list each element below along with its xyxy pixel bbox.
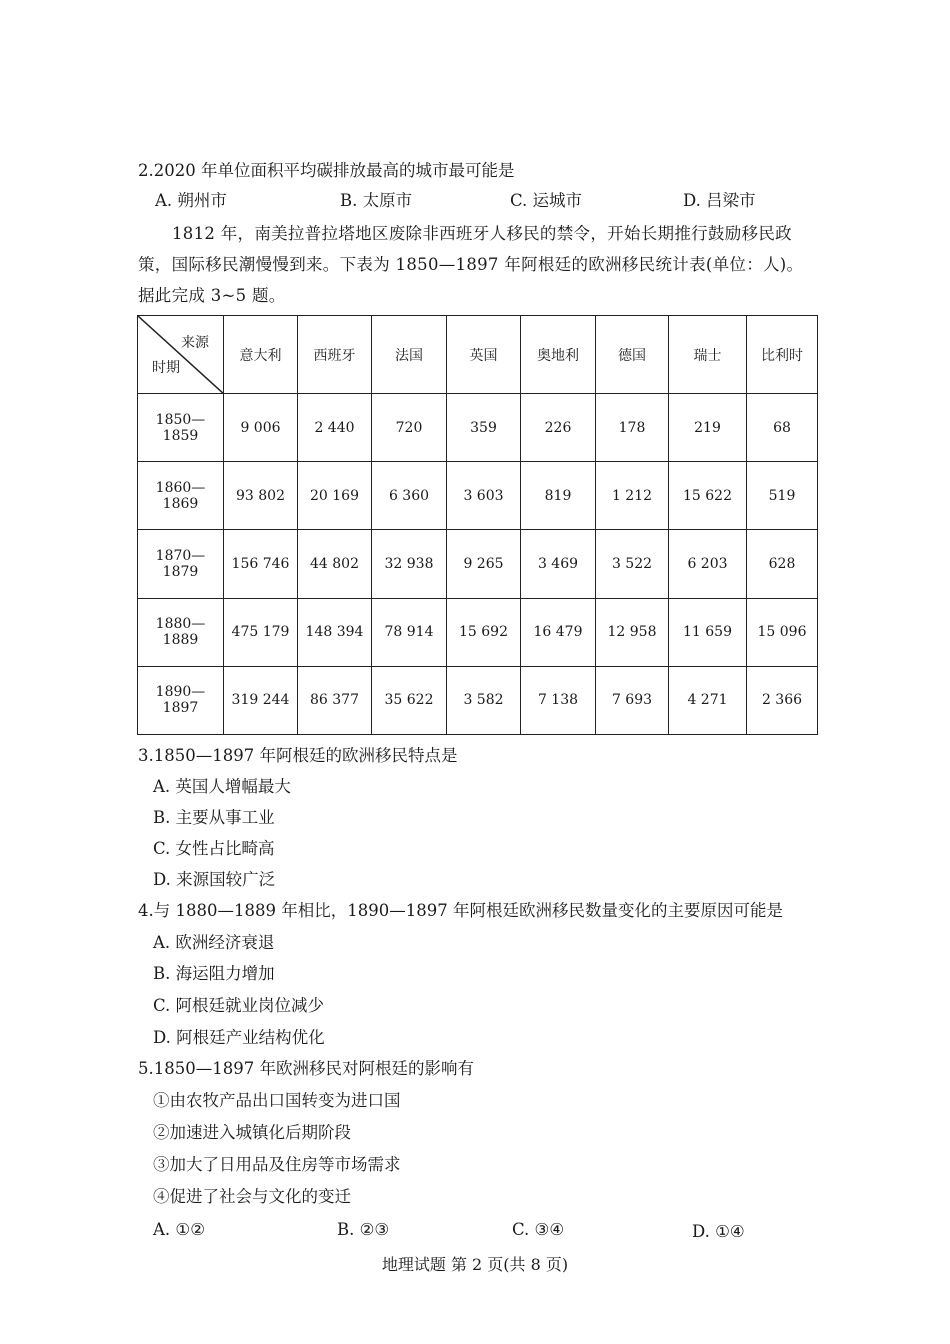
table-cell: 68 <box>747 394 818 462</box>
table-cell: 628 <box>747 530 818 598</box>
column-header: 法国 <box>372 316 447 394</box>
table-cell: 9 265 <box>447 530 521 598</box>
q4-option-d: D. 阿根廷产业结构优化 <box>153 1028 325 1047</box>
column-header: 奥地利 <box>521 316 596 394</box>
q5-stem: 5.1850—1897 年欧洲移民对阿根廷的影响有 <box>138 1059 474 1078</box>
table-cell: 7 138 <box>521 666 596 734</box>
table-cell: 2 366 <box>747 666 818 734</box>
table-corner-cell <box>138 316 224 394</box>
column-header: 西班牙 <box>298 316 372 394</box>
table-header-row <box>138 316 818 394</box>
row-period: 1880—1889 <box>138 598 224 666</box>
column-header: 英国 <box>447 316 521 394</box>
table-cell: 78 914 <box>372 598 447 666</box>
corner-label-period: 时期 <box>152 360 180 377</box>
table-cell: 86 377 <box>298 666 372 734</box>
table-cell: 226 <box>521 394 596 462</box>
row-period: 1890—1897 <box>138 666 224 734</box>
table-cell: 519 <box>747 462 818 530</box>
column-header: 瑞士 <box>669 316 747 394</box>
table-cell: 15 622 <box>669 462 747 530</box>
q5-option-a: A. ①② <box>153 1220 205 1239</box>
table-cell: 16 479 <box>521 598 596 666</box>
q5-statement-4: ④促进了社会与文化的变迁 <box>153 1187 351 1206</box>
q5-statement-1: ①由农牧产品出口国转变为进口国 <box>153 1091 401 1110</box>
q4-option-a: A. 欧洲经济衰退 <box>153 933 275 952</box>
row-period: 1850—1859 <box>138 394 224 462</box>
q5-option-b: B. ②③ <box>337 1220 390 1239</box>
row-period: 1870—1879 <box>138 530 224 598</box>
table-cell: 15 692 <box>447 598 521 666</box>
table-cell: 178 <box>596 394 669 462</box>
table-cell: 475 179 <box>224 598 298 666</box>
row-period: 1860—1869 <box>138 462 224 530</box>
table-cell: 6 360 <box>372 462 447 530</box>
table-row <box>138 394 818 462</box>
table-cell: 7 693 <box>596 666 669 734</box>
q5-option-d: D. ①④ <box>692 1222 745 1241</box>
diagonal-line <box>138 316 223 393</box>
table-row <box>138 462 818 530</box>
table-cell: 11 659 <box>669 598 747 666</box>
table-cell: 1 212 <box>596 462 669 530</box>
table-cell: 2 440 <box>298 394 372 462</box>
corner-label-source: 来源 <box>181 335 209 351</box>
q2-option-b: B. 太原市 <box>340 191 413 210</box>
q2-stem: 2.2020 年单位面积平均碳排放最高的城市最可能是 <box>138 161 515 180</box>
q3-option-c: C. 女性占比畸高 <box>153 839 275 858</box>
table-cell: 148 394 <box>298 598 372 666</box>
table-cell: 3 582 <box>447 666 521 734</box>
table-cell: 3 469 <box>521 530 596 598</box>
table-cell: 720 <box>372 394 447 462</box>
table-cell: 319 244 <box>224 666 298 734</box>
table-cell: 9 006 <box>224 394 298 462</box>
q4-option-b: B. 海运阻力增加 <box>153 964 275 983</box>
table-cell: 12 958 <box>596 598 669 666</box>
q3-option-b: B. 主要从事工业 <box>153 808 275 827</box>
intro-text: 1812 年，南美拉普拉塔地区废除非西班牙人移民的禁令，开始长期推行鼓励移民政策，国际移民潮慢慢到来。下表为 1850—1897 年阿根廷的欧洲移民统计表(单位：人)。据此完成 3~5 题。 <box>138 224 804 305</box>
q3-option-d: D. 来源国较广泛 <box>153 870 276 889</box>
q2-option-a: A. 朔州市 <box>155 191 227 210</box>
table-cell: 219 <box>669 394 747 462</box>
table-cell: 4 271 <box>669 666 747 734</box>
table-row <box>138 530 818 598</box>
q2-option-c: C. 运城市 <box>510 191 583 210</box>
table-cell: 156 746 <box>224 530 298 598</box>
table-cell: 3 522 <box>596 530 669 598</box>
q3-stem: 3.1850—1897 年阿根廷的欧洲移民特点是 <box>138 746 458 765</box>
q4-option-c: C. 阿根廷就业岗位减少 <box>153 996 325 1015</box>
column-header: 意大利 <box>224 316 298 394</box>
q5-option-c: C. ③④ <box>512 1220 565 1239</box>
q3-option-a: A. 英国人增幅最大 <box>153 777 291 796</box>
immigration-table <box>137 315 818 735</box>
q5-statement-2: ②加速进入城镇化后期阶段 <box>153 1123 351 1142</box>
table-cell: 32 938 <box>372 530 447 598</box>
q5-statement-3: ③加大了日用品及住房等市场需求 <box>153 1155 401 1174</box>
page-footer: 地理试题 第 2 页(共 8 页) <box>381 1255 569 1274</box>
column-header: 比利时 <box>747 316 818 394</box>
table-cell: 20 169 <box>298 462 372 530</box>
table-cell: 819 <box>521 462 596 530</box>
table-cell: 15 096 <box>747 598 818 666</box>
intro-paragraph <box>138 218 818 311</box>
table-cell: 35 622 <box>372 666 447 734</box>
q4-stem: 4.与 1880—1889 年相比，1890—1897 年阿根廷欧洲移民数量变化的主要原因可能是 <box>138 901 783 920</box>
table-cell: 44 802 <box>298 530 372 598</box>
table-cell: 93 802 <box>224 462 298 530</box>
table-row <box>138 598 818 666</box>
table-row <box>138 666 818 734</box>
table-cell: 3 603 <box>447 462 521 530</box>
column-header: 德国 <box>596 316 669 394</box>
q2-option-d: D. 吕梁市 <box>683 191 756 210</box>
table-cell: 6 203 <box>669 530 747 598</box>
table-cell: 359 <box>447 394 521 462</box>
